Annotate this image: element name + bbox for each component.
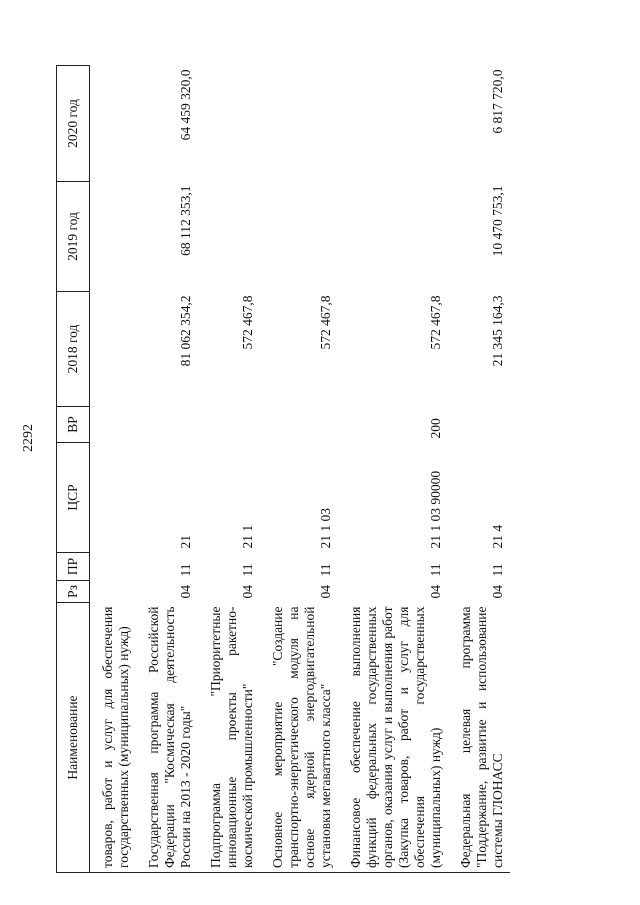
table-row — [260, 66, 338, 873]
row-pr: 11 — [428, 563, 443, 577]
row-2018: 21 345 164,3 — [490, 295, 505, 367]
header-row — [57, 66, 90, 873]
row-vr — [198, 407, 260, 443]
table-row — [90, 66, 137, 873]
budget-table — [56, 65, 510, 873]
row-2020: 6 817 720,0 — [490, 69, 505, 134]
row-2019 — [90, 182, 137, 292]
row-vr — [136, 407, 198, 443]
row-csr: 21 — [178, 535, 193, 549]
header-name: Наименование — [57, 603, 90, 873]
row-rz: 04 — [318, 585, 333, 599]
row-2020 — [198, 66, 260, 182]
row-pr — [90, 553, 137, 581]
row-2020 — [338, 66, 448, 182]
row-name: Финансовое обеспечение выполнения функций федеральных государственных органов, оказания услуг и выполнения работ (Закупка товаров, работ и услуг для обеспечения государственных (муниципальных) нужд) — [348, 606, 443, 868]
row-csr: 21 4 — [490, 524, 505, 549]
row-rz — [90, 581, 137, 603]
row-2019 — [198, 182, 260, 292]
row-2018: 572 467,8 — [240, 295, 255, 350]
header-rz: Рз — [57, 581, 90, 603]
row-name: товаров, работ и услуг для обеспечения государственных (муниципальных) нужд) — [100, 606, 131, 868]
table-container — [56, 66, 599, 873]
header-csr: ЦСР — [57, 443, 90, 553]
rotated-table-area — [56, 66, 599, 873]
row-2020 — [260, 66, 338, 182]
row-vr: 200 — [428, 418, 443, 439]
row-2020: 64 459 320,0 — [178, 69, 193, 141]
table-row — [338, 66, 448, 873]
row-name: Основное мероприятие "Создание транспортно-энергетического модуля на основе ядерной энергодвигательной установки мегаваттного класса" — [270, 606, 333, 868]
row-csr: 21 1 03 90000 — [428, 470, 443, 549]
row-rz: 04 — [428, 585, 443, 599]
header-2019: 2019 год — [57, 182, 90, 292]
row-name: Подпрограмма "Приоритетные инновационные проекты ракетно-космической промышленности" — [208, 606, 255, 868]
row-2018: 572 467,8 — [318, 295, 333, 350]
row-rz: 04 — [490, 585, 505, 599]
row-pr: 11 — [318, 563, 333, 577]
row-2018: 572 467,8 — [428, 295, 443, 350]
header-2020: 2020 год — [57, 66, 90, 182]
page-number: 2292 — [21, 424, 36, 452]
row-csr: 21 1 03 — [318, 508, 333, 549]
row-2018: 81 062 354,2 — [178, 295, 193, 367]
row-rz: 04 — [178, 585, 193, 599]
row-vr — [448, 407, 510, 443]
table-row — [136, 66, 198, 873]
row-pr: 11 — [490, 563, 505, 577]
row-2019 — [338, 182, 448, 292]
row-2019: 68 112 353,1 — [178, 185, 193, 256]
row-2019 — [260, 182, 338, 292]
row-2020 — [90, 66, 137, 182]
row-vr — [260, 407, 338, 443]
row-pr: 11 — [178, 563, 193, 577]
header-pr: ПР — [57, 553, 90, 581]
row-name: Государственная программа Российской Федерации "Космическая деятельность России на 2013 - 2020 годы" — [146, 606, 193, 868]
row-name: Федеральная целевая программа "Поддержание, развитие и использование системы ГЛОНАСС — [458, 606, 505, 868]
row-csr: 21 1 — [240, 524, 255, 549]
row-rz: 04 — [240, 585, 255, 599]
row-2019: 10 470 753,1 — [490, 185, 505, 257]
row-csr — [90, 443, 137, 553]
table-row — [198, 66, 260, 873]
row-pr: 11 — [240, 563, 255, 577]
row-2018 — [90, 292, 137, 407]
table-row — [448, 66, 510, 873]
header-vr: ВР — [57, 407, 90, 443]
header-2018: 2018 год — [57, 292, 90, 407]
row-vr — [90, 407, 137, 443]
